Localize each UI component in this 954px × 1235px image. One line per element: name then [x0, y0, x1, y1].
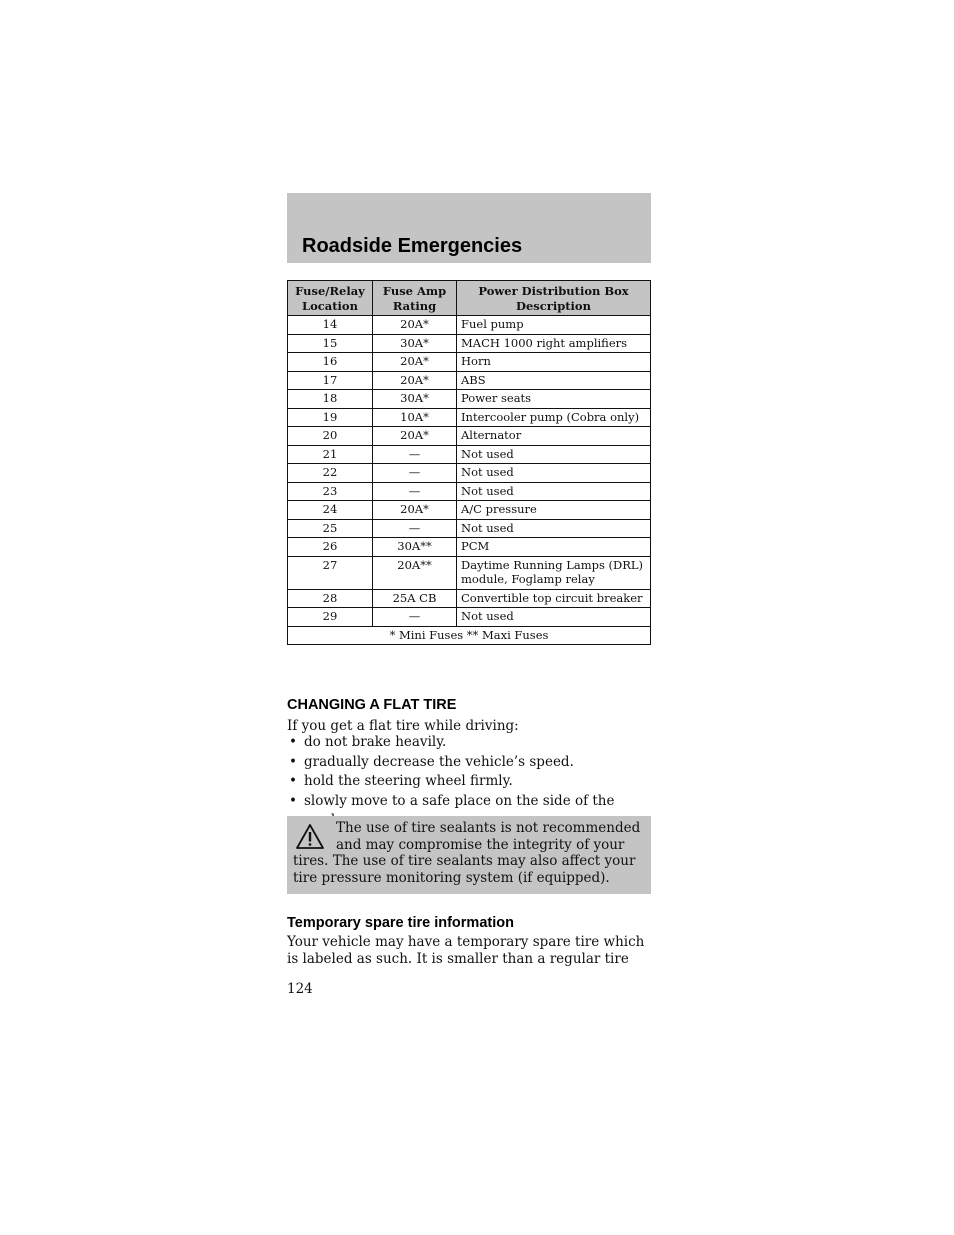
fuse-location-cell: 14 — [288, 316, 373, 335]
bullet-text: gradually decrease the vehicle’s speed. — [304, 753, 574, 770]
fuse-description-cell: PCM — [457, 538, 651, 557]
flat-tire-intro: If you get a flat tire while driving: — [287, 718, 519, 734]
bullet-icon: • — [289, 792, 297, 809]
fuse-location-cell: 28 — [288, 589, 373, 608]
fuse-rating-cell: — — [373, 519, 457, 538]
list-item — [287, 772, 651, 792]
fuse-description-cell: Fuel pump — [457, 316, 651, 335]
fuse-rating-cell: — — [373, 482, 457, 501]
table-row — [288, 390, 651, 409]
fuse-table-body — [288, 316, 651, 627]
page-number: 124 — [287, 981, 313, 997]
column-header-description: Power Distribution Box Description — [457, 281, 651, 316]
bullet-icon: • — [289, 734, 297, 750]
flat-tire-heading: CHANGING A FLAT TIRE — [287, 697, 457, 713]
fuse-rating-cell: 30A** — [373, 538, 457, 557]
fuse-location-cell: 19 — [288, 408, 373, 427]
fuse-description-cell: Horn — [457, 353, 651, 372]
table-row — [288, 334, 651, 353]
fuse-location-cell: 16 — [288, 353, 373, 372]
fuse-description-cell: Power seats — [457, 390, 651, 409]
fuse-rating-cell: 20A** — [373, 556, 457, 589]
fuse-location-cell: 26 — [288, 538, 373, 557]
table-row — [288, 519, 651, 538]
fuse-rating-cell: 30A* — [373, 334, 457, 353]
list-item — [287, 753, 651, 773]
bullet-icon: • — [289, 773, 297, 789]
list-item — [287, 733, 651, 753]
fuse-description-cell: A/C pressure — [457, 501, 651, 520]
fuse-location-cell: 29 — [288, 608, 373, 627]
table-row — [288, 408, 651, 427]
table-row — [288, 445, 651, 464]
fuse-rating-cell: 20A* — [373, 427, 457, 446]
fuse-location-cell: 18 — [288, 390, 373, 409]
fuse-description-cell: MACH 1000 right amplifiers — [457, 334, 651, 353]
fuse-table — [287, 280, 651, 645]
fuse-description-cell: Daytime Running Lamps (DRL) module, Foglamp relay — [457, 556, 651, 589]
fuse-location-cell: 15 — [288, 334, 373, 353]
table-row — [288, 427, 651, 446]
fuse-description-cell: Not used — [457, 519, 651, 538]
fuse-location-cell: 20 — [288, 427, 373, 446]
table-row — [288, 556, 651, 589]
section-header-band — [287, 193, 651, 263]
fuse-description-cell: Intercooler pump (Cobra only) — [457, 408, 651, 427]
table-row — [288, 464, 651, 483]
table-row — [288, 501, 651, 520]
fuse-rating-cell: 20A* — [373, 501, 457, 520]
fuse-rating-cell: 20A* — [373, 371, 457, 390]
fuse-location-cell: 25 — [288, 519, 373, 538]
fuse-rating-cell: 30A* — [373, 390, 457, 409]
table-footnote-row — [288, 626, 651, 645]
table-header-row — [288, 281, 651, 316]
fuse-rating-cell: — — [373, 445, 457, 464]
fuse-rating-cell: 20A* — [373, 353, 457, 372]
fuse-rating-cell: — — [373, 464, 457, 483]
section-title: Roadside Emergencies — [302, 235, 523, 257]
bullet-text: do not brake heavily. — [304, 734, 447, 750]
fuse-location-cell: 21 — [288, 445, 373, 464]
fuse-description-cell: Not used — [457, 482, 651, 501]
list-item — [287, 792, 651, 812]
table-row — [288, 371, 651, 390]
fuse-location-cell: 23 — [288, 482, 373, 501]
fuse-rating-cell: 20A* — [373, 316, 457, 335]
fuse-description-cell: Convertible top circuit breaker — [457, 589, 651, 608]
fuse-location-cell: 27 — [288, 556, 373, 589]
fuse-location-cell: 17 — [288, 371, 373, 390]
spare-tire-heading: Temporary spare tire information — [287, 915, 514, 931]
fuse-location-cell: 22 — [288, 464, 373, 483]
fuse-description-cell: Not used — [457, 464, 651, 483]
fuse-description-cell: Not used — [457, 445, 651, 464]
column-header-rating: Fuse Amp Rating — [373, 281, 457, 316]
table-row — [288, 316, 651, 335]
spare-tire-text: Your vehicle may have a temporary spare tire which is labeled as such. It is smaller than a regular tire — [287, 934, 645, 967]
table-footnote: * Mini Fuses ** Maxi Fuses — [288, 626, 651, 645]
table-row — [288, 538, 651, 557]
table-row — [288, 353, 651, 372]
bullet-icon: • — [289, 753, 297, 770]
fuse-rating-cell: — — [373, 608, 457, 627]
table-row — [288, 482, 651, 501]
warning-text: The use of tire sealants is not recommended and may compromise the integrity of your tires. The use of tire sealants may also affect your tire pressure monitoring system (if equipped). — [293, 820, 641, 886]
fuse-description-cell: Alternator — [457, 427, 651, 446]
fuse-description-cell: ABS — [457, 371, 651, 390]
fuse-rating-cell: 25A CB — [373, 589, 457, 608]
bullet-text: hold the steering wheel firmly. — [304, 773, 513, 789]
fuse-rating-cell: 10A* — [373, 408, 457, 427]
table-row — [288, 589, 651, 608]
fuse-description-cell: Not used — [457, 608, 651, 627]
table-row — [288, 608, 651, 627]
fuse-location-cell: 24 — [288, 501, 373, 520]
column-header-location: Fuse/Relay Location — [288, 281, 373, 316]
warning-box — [287, 816, 651, 894]
bullet-text: slowly move to a safe place on the side of the — [304, 792, 615, 809]
flat-tire-bullet-list — [287, 733, 651, 811]
